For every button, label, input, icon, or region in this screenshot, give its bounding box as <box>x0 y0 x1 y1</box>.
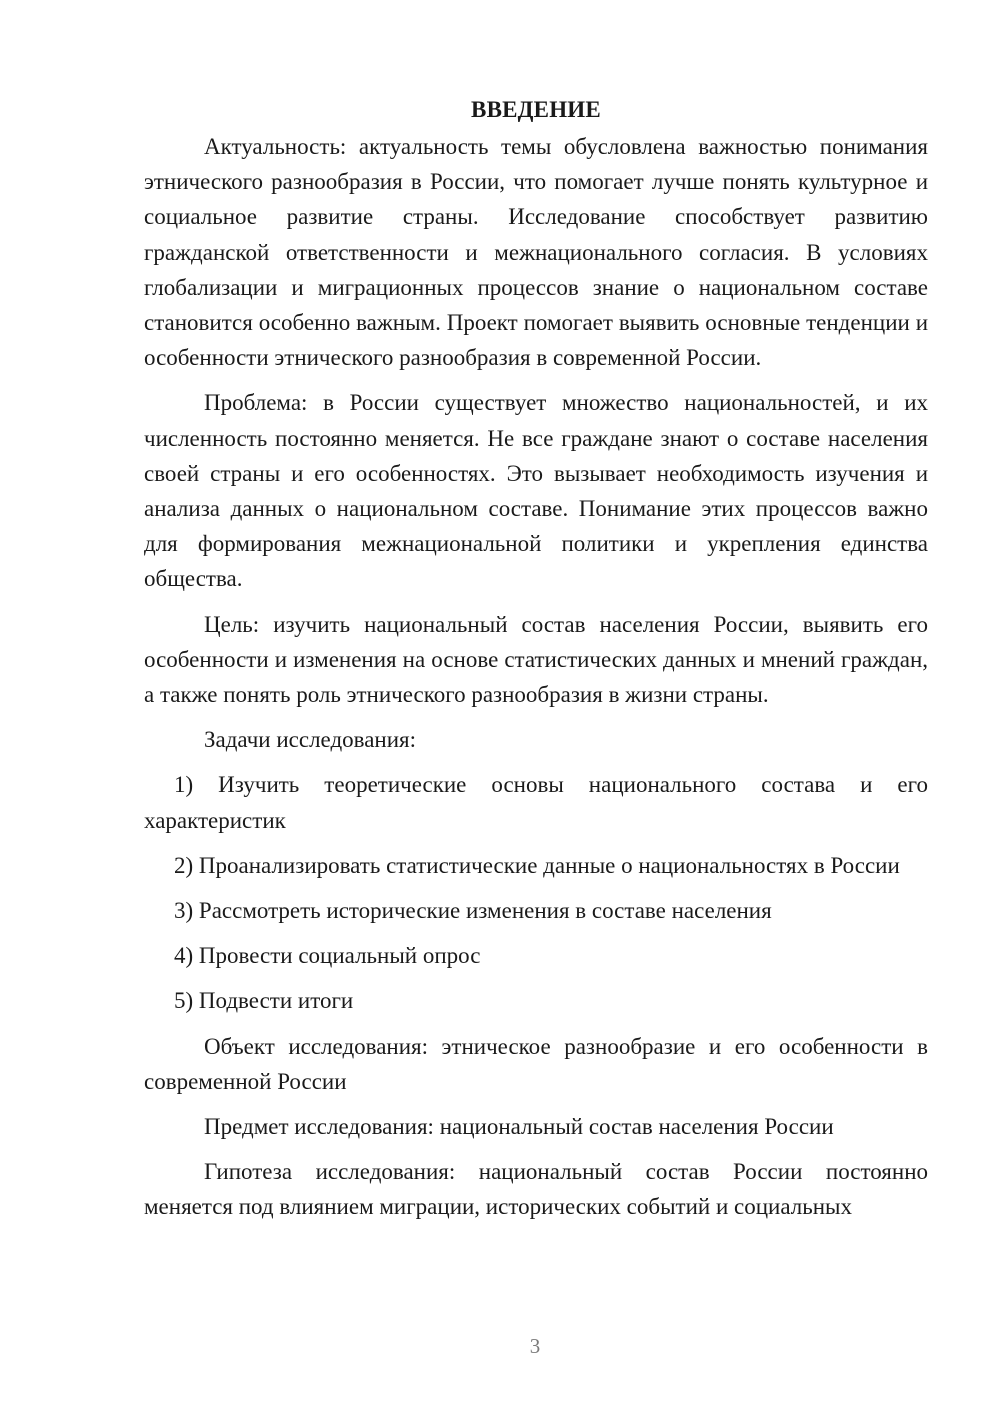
page-number: 3 <box>529 1334 541 1358</box>
tasks-heading: Задачи исследования: <box>204 727 417 753</box>
page-title: ВВЕДЕНИЕ <box>471 97 601 122</box>
paragraph-relevance: Актуальность: актуальность темы обусловлена важностью понимания этнического разнообразия в России, что помогает лучше понять культурное и социальное развитие страны. Исследование способствует развитию гражданской ответственности и межнационального согласия. В условиях глобализации и миграционных процессов знание о национальном составе становится особенно важным. Проект помогает выявить основные тенденции и особенности этнического разнообразия в современной России. <box>144 134 928 371</box>
paragraph-object: Объект исследования: этническое разнообразие и его особенности в современной России <box>144 1033 928 1094</box>
paragraph-problem: Проблема: в России существует множество национальностей, и их численность постоянно меняется. Не все граждане знают о составе населения своей страны и его особенностях. Это вызывает необходимость изучения и анализа данных о национальном составе. Понимание этих процессов важно для формирования межнациональной политики и укрепления единства общества. <box>144 390 928 592</box>
paragraph-hypothesis: Гипотеза исследования: национальный состав России постоянно меняется под влиянием миграции, исторических событий и социальных <box>144 1159 928 1220</box>
paragraph-goal: Цель: изучить национальный состав населения России, выявить его особенности и изменения на основе статистических данных и мнений граждан, а также понять роль этнического разнообразия в жизни страны. <box>144 611 928 708</box>
task-item-4: 4) Провести социальный опрос <box>174 943 481 969</box>
task-item-5: 5) Подвести итоги <box>174 988 354 1014</box>
document-page <box>144 92 928 1235</box>
task-item-3: 3) Рассмотреть исторические изменения в составе населения <box>174 898 772 924</box>
task-item-2: 2) Проанализировать статистические данные о национальностях в России <box>174 852 900 878</box>
task-item-1: 1) Изучить теоретические основы национального состава и его характеристик <box>144 772 928 833</box>
paragraph-subject: Предмет исследования: национальный состав населения России <box>204 1114 834 1140</box>
